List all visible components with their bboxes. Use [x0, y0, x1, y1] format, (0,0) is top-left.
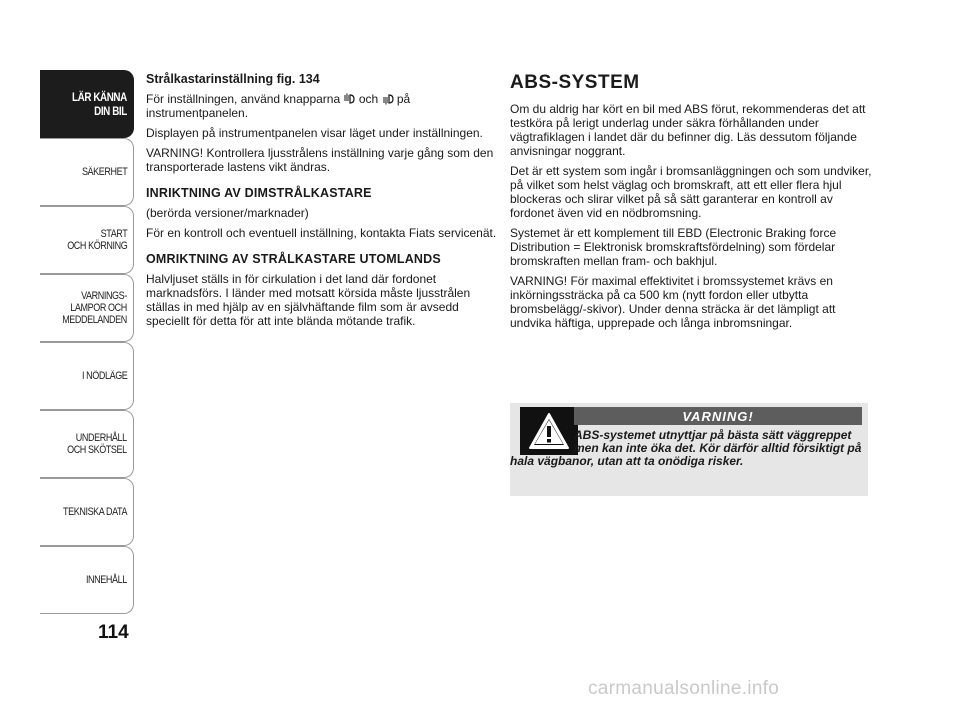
- tab-label: LÄR KÄNNA DIN BIL: [72, 90, 127, 118]
- tab-underhall[interactable]: [40, 410, 134, 478]
- abs-ebd-text: Systemet är ett komplement till EBD (Electronic Braking force Distribution = Elektronisk bromskraftsfördelning) som fördelar bromskraften mellan fram- och bakhjul.: [510, 226, 837, 268]
- headlight-adjust-heading: Strålkastarinställning fig. 134: [146, 72, 320, 86]
- warning-header: VARNING!: [574, 407, 862, 425]
- page-number: 114: [98, 622, 129, 643]
- warning-text-block: [510, 429, 868, 468]
- watermark: carmanualsonline.info: [588, 678, 780, 699]
- abs-description-text: Det är ett system som ingår i bromsanläggningen och som undviker, på vilket som helst väglag och bromskraft, att ett eller flera hjul blockeras och slirar vilket på så sätt garanterar en kontroll av fordonet även vid en nödbromsning.: [510, 164, 872, 220]
- tab-label: TEKNISKA DATA: [62, 506, 127, 518]
- text-segment: på instrumentpanelen.: [146, 92, 411, 120]
- tab-i-nodlage[interactable]: [40, 342, 134, 410]
- display-info-text: Displayen på instrumentpanelen visar läget under inställningen.: [146, 126, 483, 140]
- tab-varningslampor[interactable]: [40, 274, 134, 342]
- fog-light-section-title: INRIKTNING AV DIMSTRÅLKASTARE: [146, 186, 372, 200]
- right-column: [510, 72, 872, 336]
- load-warning-text: VARNING! Kontrollera ljusstrålens inställning varje gång som den transporterade lastens vikt ändras.: [146, 146, 494, 174]
- abs-section-title: ABS-SYSTEM: [510, 72, 640, 93]
- tab-tekniska-data[interactable]: [40, 478, 134, 546]
- tab-label: I NÖDLÄGE: [81, 370, 127, 382]
- abroad-section-title: OMRIKTNING AV STRÅLKASTARE UTOMLANDS: [146, 252, 441, 266]
- tab-lar-kanna-din-bil[interactable]: [40, 70, 134, 138]
- left-column: [146, 72, 498, 334]
- tab-label: SÄKERHET: [81, 166, 127, 178]
- abs-intro-text: Om du aldrig har kört en bil med ABS förut, rekommenderas det att testköra på lerigt underlag under säkra förhållanden under vägtrafiklagen i landet där du befinner dig. Läs dessutom följande anvisningar noggrant.: [510, 102, 866, 158]
- text-segment: För inställningen, använd knapparna: [146, 92, 341, 106]
- tab-label: UNDERHÅLL OCH SKÖTSEL: [67, 432, 127, 456]
- warning-text: ABS-systemet utnyttjar på bästa sätt väggreppet men kan inte öka det. Kör därför alltid försiktigt på hala vägbanor, utan att ta onödiga risker.: [510, 428, 862, 468]
- abs-breakin-warning-text: VARNING! För maximal effektivitet i bromssystemet krävs en inkörningssträcka på ca 500 km (nytt fordon eller utbytta bromsbelägg/-skivor). Under denna sträcka är det lämpligt att undvika häftiga, upprepade och långa inbromsningar.: [510, 274, 836, 330]
- text-segment: och: [358, 92, 379, 106]
- warning-box: [510, 403, 868, 496]
- tab-label: START OCH KÖRNING: [66, 228, 127, 252]
- tab-label: VARNINGS- LAMPOR OCH MEDDELANDEN: [62, 290, 127, 326]
- headlight-up-icon: [343, 93, 355, 105]
- tab-start-och-korning[interactable]: [40, 206, 134, 274]
- tab-innehall[interactable]: [40, 546, 134, 614]
- abroad-section-text: Halvljuset ställs in för cirkulation i det land där fordonet marknadsförs. I länder med motsatt körsida måste ljusstrålen ställas in med hjälp av en självhäftande film som är avsedd speciellt för detta för att inte blända mötande trafik.: [146, 272, 471, 328]
- tab-sakerhet[interactable]: [40, 138, 134, 206]
- fog-light-section-text: För en kontroll och eventuell inställning, kontakta Fiats servicenät.: [146, 226, 497, 240]
- tab-label: INNEHÅLL: [86, 574, 127, 586]
- headlight-down-icon: [382, 93, 394, 105]
- fog-light-section-subtitle: (berörda versioner/marknader): [146, 206, 309, 220]
- headlight-adjust-instructions: [146, 92, 498, 120]
